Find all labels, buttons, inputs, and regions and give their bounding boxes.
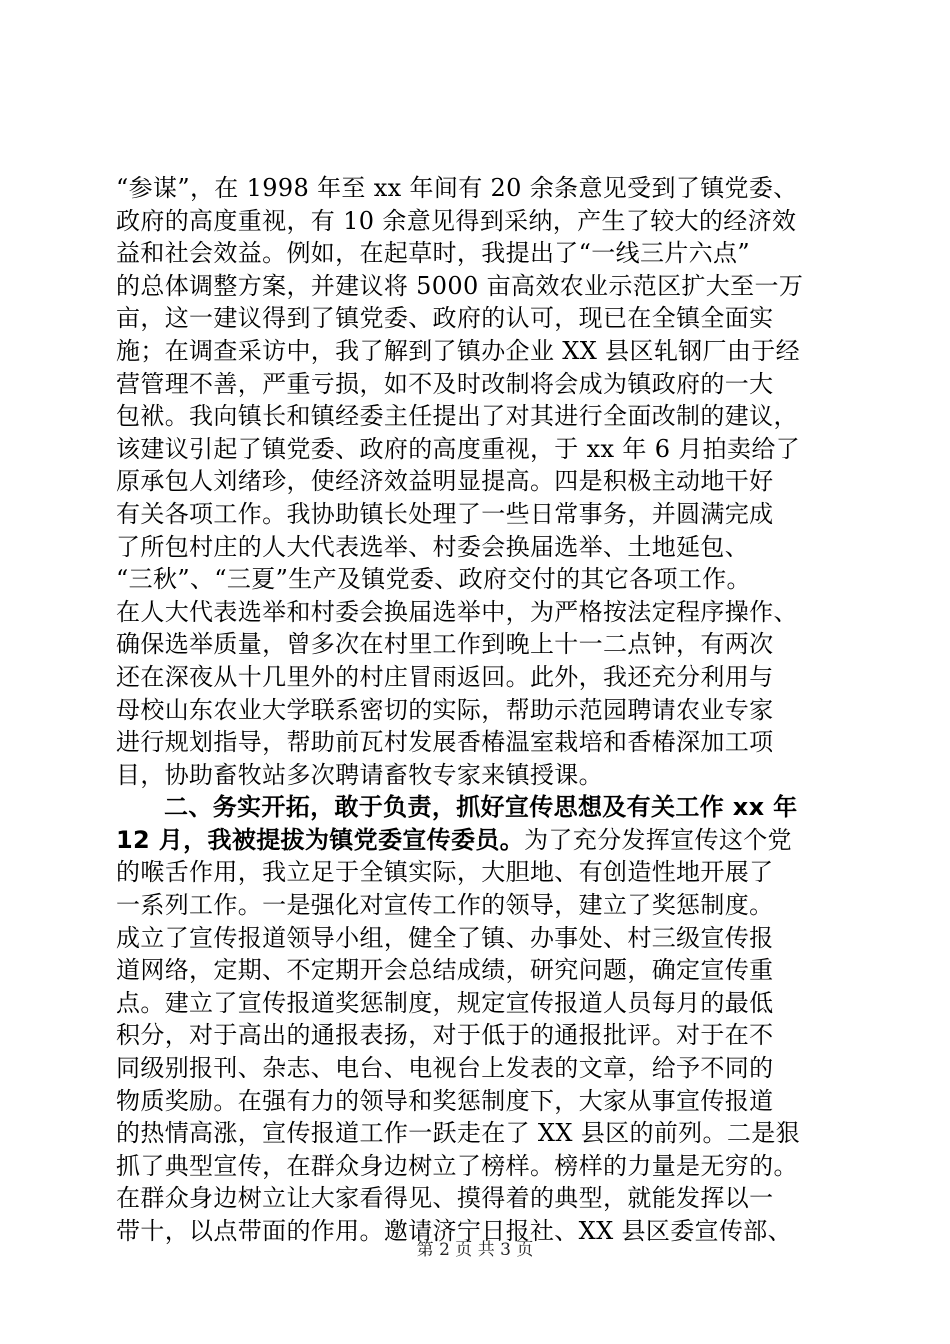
text-line: 点。建立了宣传报道奖惩制度，规定宣传报道人员每月的最低: [116, 988, 774, 1017]
text-line: 积分，对于高出的通报表扬，对于低于的通报批评。对于在不: [116, 1021, 774, 1050]
text-line: 政府的高度重视，有 10 余意见得到采纳，产生了较大的经济效: [116, 206, 797, 235]
text-line: 母校山东农业大学联系密切的实际，帮助示范园聘请农业专家: [116, 695, 774, 724]
text-line: 该建议引起了镇党委、政府的高度重视，于 xx 年 6 月拍卖给了: [116, 434, 801, 463]
section-heading-continued: [116, 824, 842, 857]
text-line: 的热情高涨，宣传报道工作一跃走在了 XX 县区的前列。二是狠: [116, 1119, 800, 1148]
text-line: “参谋”，在 1998 年至 xx 年间有 20 余条意见受到了镇党委、: [116, 174, 798, 202]
text-line: 亩，这一建议得到了镇党委、政府的认可，现已在全镇全面实: [116, 304, 774, 333]
text-line: 成立了宣传报道领导小组，健全了镇、办事处、村三级宣传报: [116, 923, 774, 952]
text-line: 了所包村庄的人大代表选举、村委会换届选举、土地延包、: [116, 532, 750, 561]
text-line: 在人大代表选举和村委会换届选举中，为严格按法定程序操作、: [116, 597, 798, 626]
text-line: 有关各项工作。我协助镇长处理了一些日常事务，并圆满完成: [116, 499, 774, 528]
text-line: 原承包人刘绪珍，使经济效益明显提高。四是积极主动地干好: [116, 467, 774, 496]
text-line: 一系列工作。一是强化对宣传工作的领导，建立了奖惩制度。: [116, 891, 774, 920]
text-line: 施；在调查采访中，我了解到了镇办企业 XX 县区轧钢厂由于经: [116, 336, 800, 365]
text-line: 还在深夜从十几里外的村庄冒雨返回。此外，我还充分利用与: [116, 662, 774, 691]
text-line: “三秋”、“三夏”生产及镇党委、政府交付的其它各项工作。: [116, 565, 751, 594]
text-line: 的总体调整方案，并建议将 5000 亩高效农业示范区扩大至一万: [116, 271, 804, 300]
text-line: 目，协助畜牧站多次聘请畜牧专家来镇授课。: [116, 760, 603, 789]
text-line: 进行规划指导，帮助前瓦村发展香椿温室栽培和香椿深加工项: [116, 728, 774, 757]
text-line: 带十，以点带面的作用。邀请济宁日报社、XX 县区委宣传部、: [116, 1217, 792, 1245]
text-line: 物质奖励。在强有力的领导和奖惩制度下，大家从事宣传报道: [116, 1086, 774, 1115]
text-line: 道网络，定期、不定期开会总结成绩，研究问题，确定宣传重: [116, 956, 774, 985]
section-heading-rest: 为了充分发挥宣传这个党: [524, 825, 792, 854]
text-line: 同级别报刊、杂志、电台、电视台上发表的文章，给予不同的: [116, 1054, 774, 1083]
text-line: 在群众身边树立让大家看得见、摸得着的典型，就能发挥以一: [116, 1184, 774, 1213]
section-heading-bold-part: 12 月，我被提拔为镇党委宣传委员。: [116, 825, 525, 854]
text-line: 营管理不善，严重亏损，如不及时改制将会成为镇政府的一大: [116, 369, 774, 398]
text-line: 的喉舌作用，我立足于全镇实际，大胆地、有创造性地开展了: [116, 858, 774, 887]
section-heading: 二、务实开拓，敢于负责，抓好宣传思想及有关工作 xx 年: [164, 793, 798, 822]
text-line: 抓了典型宣传，在群众身边树立了榜样。榜样的力量是无穷的。: [116, 1151, 798, 1180]
text-line: 确保选举质量，曾多次在村里工作到晚上十一二点钟，有两次: [116, 630, 774, 659]
body-text: [116, 172, 842, 1248]
text-line: 包袱。我向镇长和镇经委主任提出了对其进行全面改制的建议，: [116, 402, 798, 431]
text-line: 益和社会效益。例如，在起草时，我提出了“一线三片六点”: [116, 239, 750, 268]
page-number-footer: 第 2 页 共 3 页: [416, 1240, 534, 1260]
